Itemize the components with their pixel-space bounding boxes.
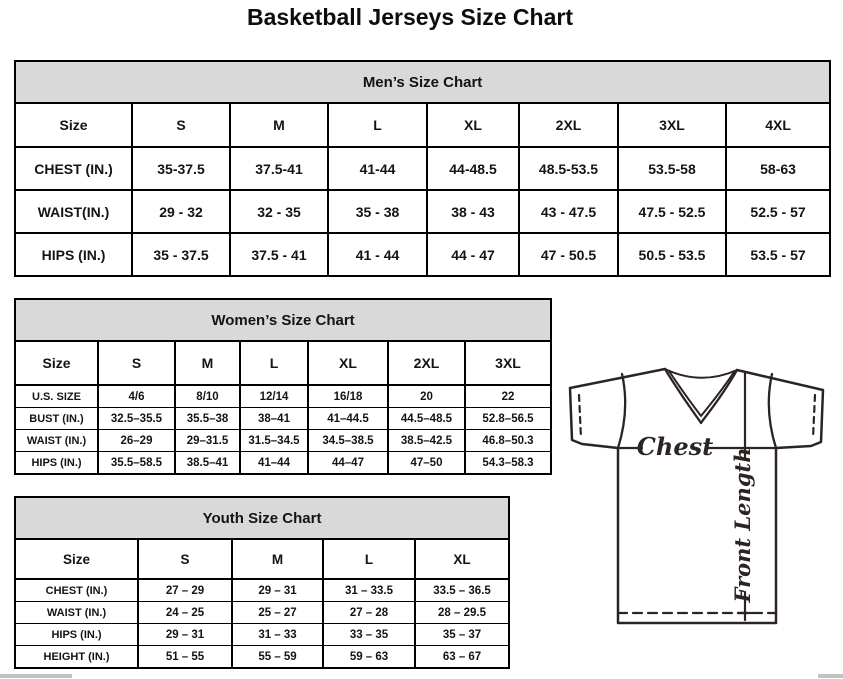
armhole-seam-left <box>618 374 625 448</box>
column-header: L <box>240 341 308 385</box>
column-header: S <box>98 341 175 385</box>
size-cell: 35.5–58.5 <box>98 452 175 475</box>
size-cell: 41 - 44 <box>328 233 427 276</box>
size-cell: 25 – 27 <box>232 602 323 624</box>
size-cell: 16/18 <box>308 385 388 408</box>
size-cell: 33 – 35 <box>323 624 415 646</box>
size-cell: 27 – 29 <box>138 579 232 602</box>
column-header: 3XL <box>618 103 726 147</box>
row-label: U.S. SIZE <box>15 385 98 408</box>
size-cell: 35 - 38 <box>328 190 427 233</box>
size-cell: 4/6 <box>98 385 175 408</box>
page-title: Basketball Jerseys Size Chart <box>246 4 573 30</box>
size-cell: 12/14 <box>240 385 308 408</box>
row-label: CHEST (IN.) <box>15 147 132 190</box>
size-cell: 52.5 - 57 <box>726 190 830 233</box>
column-header: Size <box>15 539 138 579</box>
size-cell: 32.5–35.5 <box>98 408 175 430</box>
column-header: 3XL <box>465 341 551 385</box>
size-cell: 51 – 55 <box>138 646 232 669</box>
row-label: HIPS (IN.) <box>15 452 98 475</box>
table-row <box>15 579 509 602</box>
sleeve-stitch-right <box>813 395 815 438</box>
row-label: WAIST(IN.) <box>15 190 132 233</box>
size-cell: 35 - 37.5 <box>132 233 230 276</box>
womens-table-title: Women’s Size Chart <box>15 299 551 341</box>
h-scrollbar-right-fragment[interactable] <box>818 674 843 678</box>
column-header: S <box>132 103 230 147</box>
collar-back-line <box>665 369 737 378</box>
size-cell: 28 – 29.5 <box>415 602 509 624</box>
size-cell: 29–31.5 <box>175 430 240 452</box>
size-cell: 50.5 - 53.5 <box>618 233 726 276</box>
table-row <box>15 147 830 190</box>
table-row <box>15 602 509 624</box>
row-label: HEIGHT (IN.) <box>15 646 138 669</box>
column-header: XL <box>308 341 388 385</box>
mens-table-title: Men’s Size Chart <box>15 61 830 103</box>
column-header: L <box>323 539 415 579</box>
size-cell: 37.5-41 <box>230 147 328 190</box>
youth-table-title: Youth Size Chart <box>15 497 509 539</box>
size-cell: 53.5-58 <box>618 147 726 190</box>
table-row <box>15 408 551 430</box>
size-cell: 41–44.5 <box>308 408 388 430</box>
row-label: WAIST (IN.) <box>15 602 138 624</box>
row-label: WAIST (IN.) <box>15 430 98 452</box>
womens-header-row <box>15 341 551 385</box>
column-header: M <box>232 539 323 579</box>
size-cell: 47.5 - 52.5 <box>618 190 726 233</box>
size-cell: 26–29 <box>98 430 175 452</box>
mens-size-table <box>14 60 831 277</box>
table-row <box>15 452 551 475</box>
size-cell: 22 <box>465 385 551 408</box>
size-cell: 55 – 59 <box>232 646 323 669</box>
column-header: M <box>175 341 240 385</box>
size-cell: 44-48.5 <box>427 147 519 190</box>
size-cell: 33.5 – 36.5 <box>415 579 509 602</box>
size-cell: 41-44 <box>328 147 427 190</box>
size-cell: 29 - 32 <box>132 190 230 233</box>
size-cell: 34.5–38.5 <box>308 430 388 452</box>
size-cell: 53.5 - 57 <box>726 233 830 276</box>
size-cell: 29 – 31 <box>232 579 323 602</box>
column-header: XL <box>427 103 519 147</box>
size-cell: 54.3–58.3 <box>465 452 551 475</box>
size-cell: 38.5–42.5 <box>388 430 465 452</box>
row-label: CHEST (IN.) <box>15 579 138 602</box>
size-cell: 44 - 47 <box>427 233 519 276</box>
column-header: 4XL <box>726 103 830 147</box>
size-cell: 38 - 43 <box>427 190 519 233</box>
chest-label: Chest <box>636 432 714 461</box>
column-header: L <box>328 103 427 147</box>
armhole-seam-right <box>769 374 776 448</box>
size-cell: 52.8–56.5 <box>465 408 551 430</box>
size-cell: 35.5–38 <box>175 408 240 430</box>
size-cell: 44.5–48.5 <box>388 408 465 430</box>
size-cell: 38.5–41 <box>175 452 240 475</box>
size-cell: 37.5 - 41 <box>230 233 328 276</box>
h-scrollbar-left-fragment[interactable] <box>0 674 72 678</box>
womens-size-table <box>14 298 552 475</box>
size-cell: 43 - 47.5 <box>519 190 618 233</box>
front-length-label: Front Length <box>730 447 755 603</box>
size-cell: 24 – 25 <box>138 602 232 624</box>
size-cell: 31 – 33.5 <box>323 579 415 602</box>
table-row <box>15 430 551 452</box>
size-cell: 48.5-53.5 <box>519 147 618 190</box>
size-cell: 63 – 67 <box>415 646 509 669</box>
table-row <box>15 190 830 233</box>
column-header: M <box>230 103 328 147</box>
mens-header-row <box>15 103 830 147</box>
table-row <box>15 624 509 646</box>
column-header: 2XL <box>388 341 465 385</box>
size-cell: 8/10 <box>175 385 240 408</box>
table-row <box>15 646 509 669</box>
size-cell: 31 – 33 <box>232 624 323 646</box>
youth-size-table <box>14 496 510 669</box>
jersey-diagram <box>560 362 840 632</box>
youth-header-row <box>15 539 509 579</box>
size-cell: 38–41 <box>240 408 308 430</box>
size-cell: 47–50 <box>388 452 465 475</box>
column-header: Size <box>15 341 98 385</box>
column-header: 2XL <box>519 103 618 147</box>
sleeve-stitch-left <box>579 395 581 438</box>
size-cell: 29 – 31 <box>138 624 232 646</box>
size-cell: 44–47 <box>308 452 388 475</box>
size-cell: 35 – 37 <box>415 624 509 646</box>
size-cell: 46.8–50.3 <box>465 430 551 452</box>
column-header: XL <box>415 539 509 579</box>
size-cell: 20 <box>388 385 465 408</box>
column-header: Size <box>15 103 132 147</box>
size-cell: 58-63 <box>726 147 830 190</box>
table-row <box>15 233 830 276</box>
size-cell: 59 – 63 <box>323 646 415 669</box>
size-cell: 32 - 35 <box>230 190 328 233</box>
row-label: BUST (IN.) <box>15 408 98 430</box>
table-row <box>15 385 551 408</box>
column-header: S <box>138 539 232 579</box>
jersey-outline <box>570 369 823 623</box>
row-label: HIPS (IN.) <box>15 233 132 276</box>
size-cell: 27 – 28 <box>323 602 415 624</box>
size-cell: 47 - 50.5 <box>519 233 618 276</box>
row-label: HIPS (IN.) <box>15 624 138 646</box>
size-cell: 35-37.5 <box>132 147 230 190</box>
size-cell: 41–44 <box>240 452 308 475</box>
size-cell: 31.5–34.5 <box>240 430 308 452</box>
